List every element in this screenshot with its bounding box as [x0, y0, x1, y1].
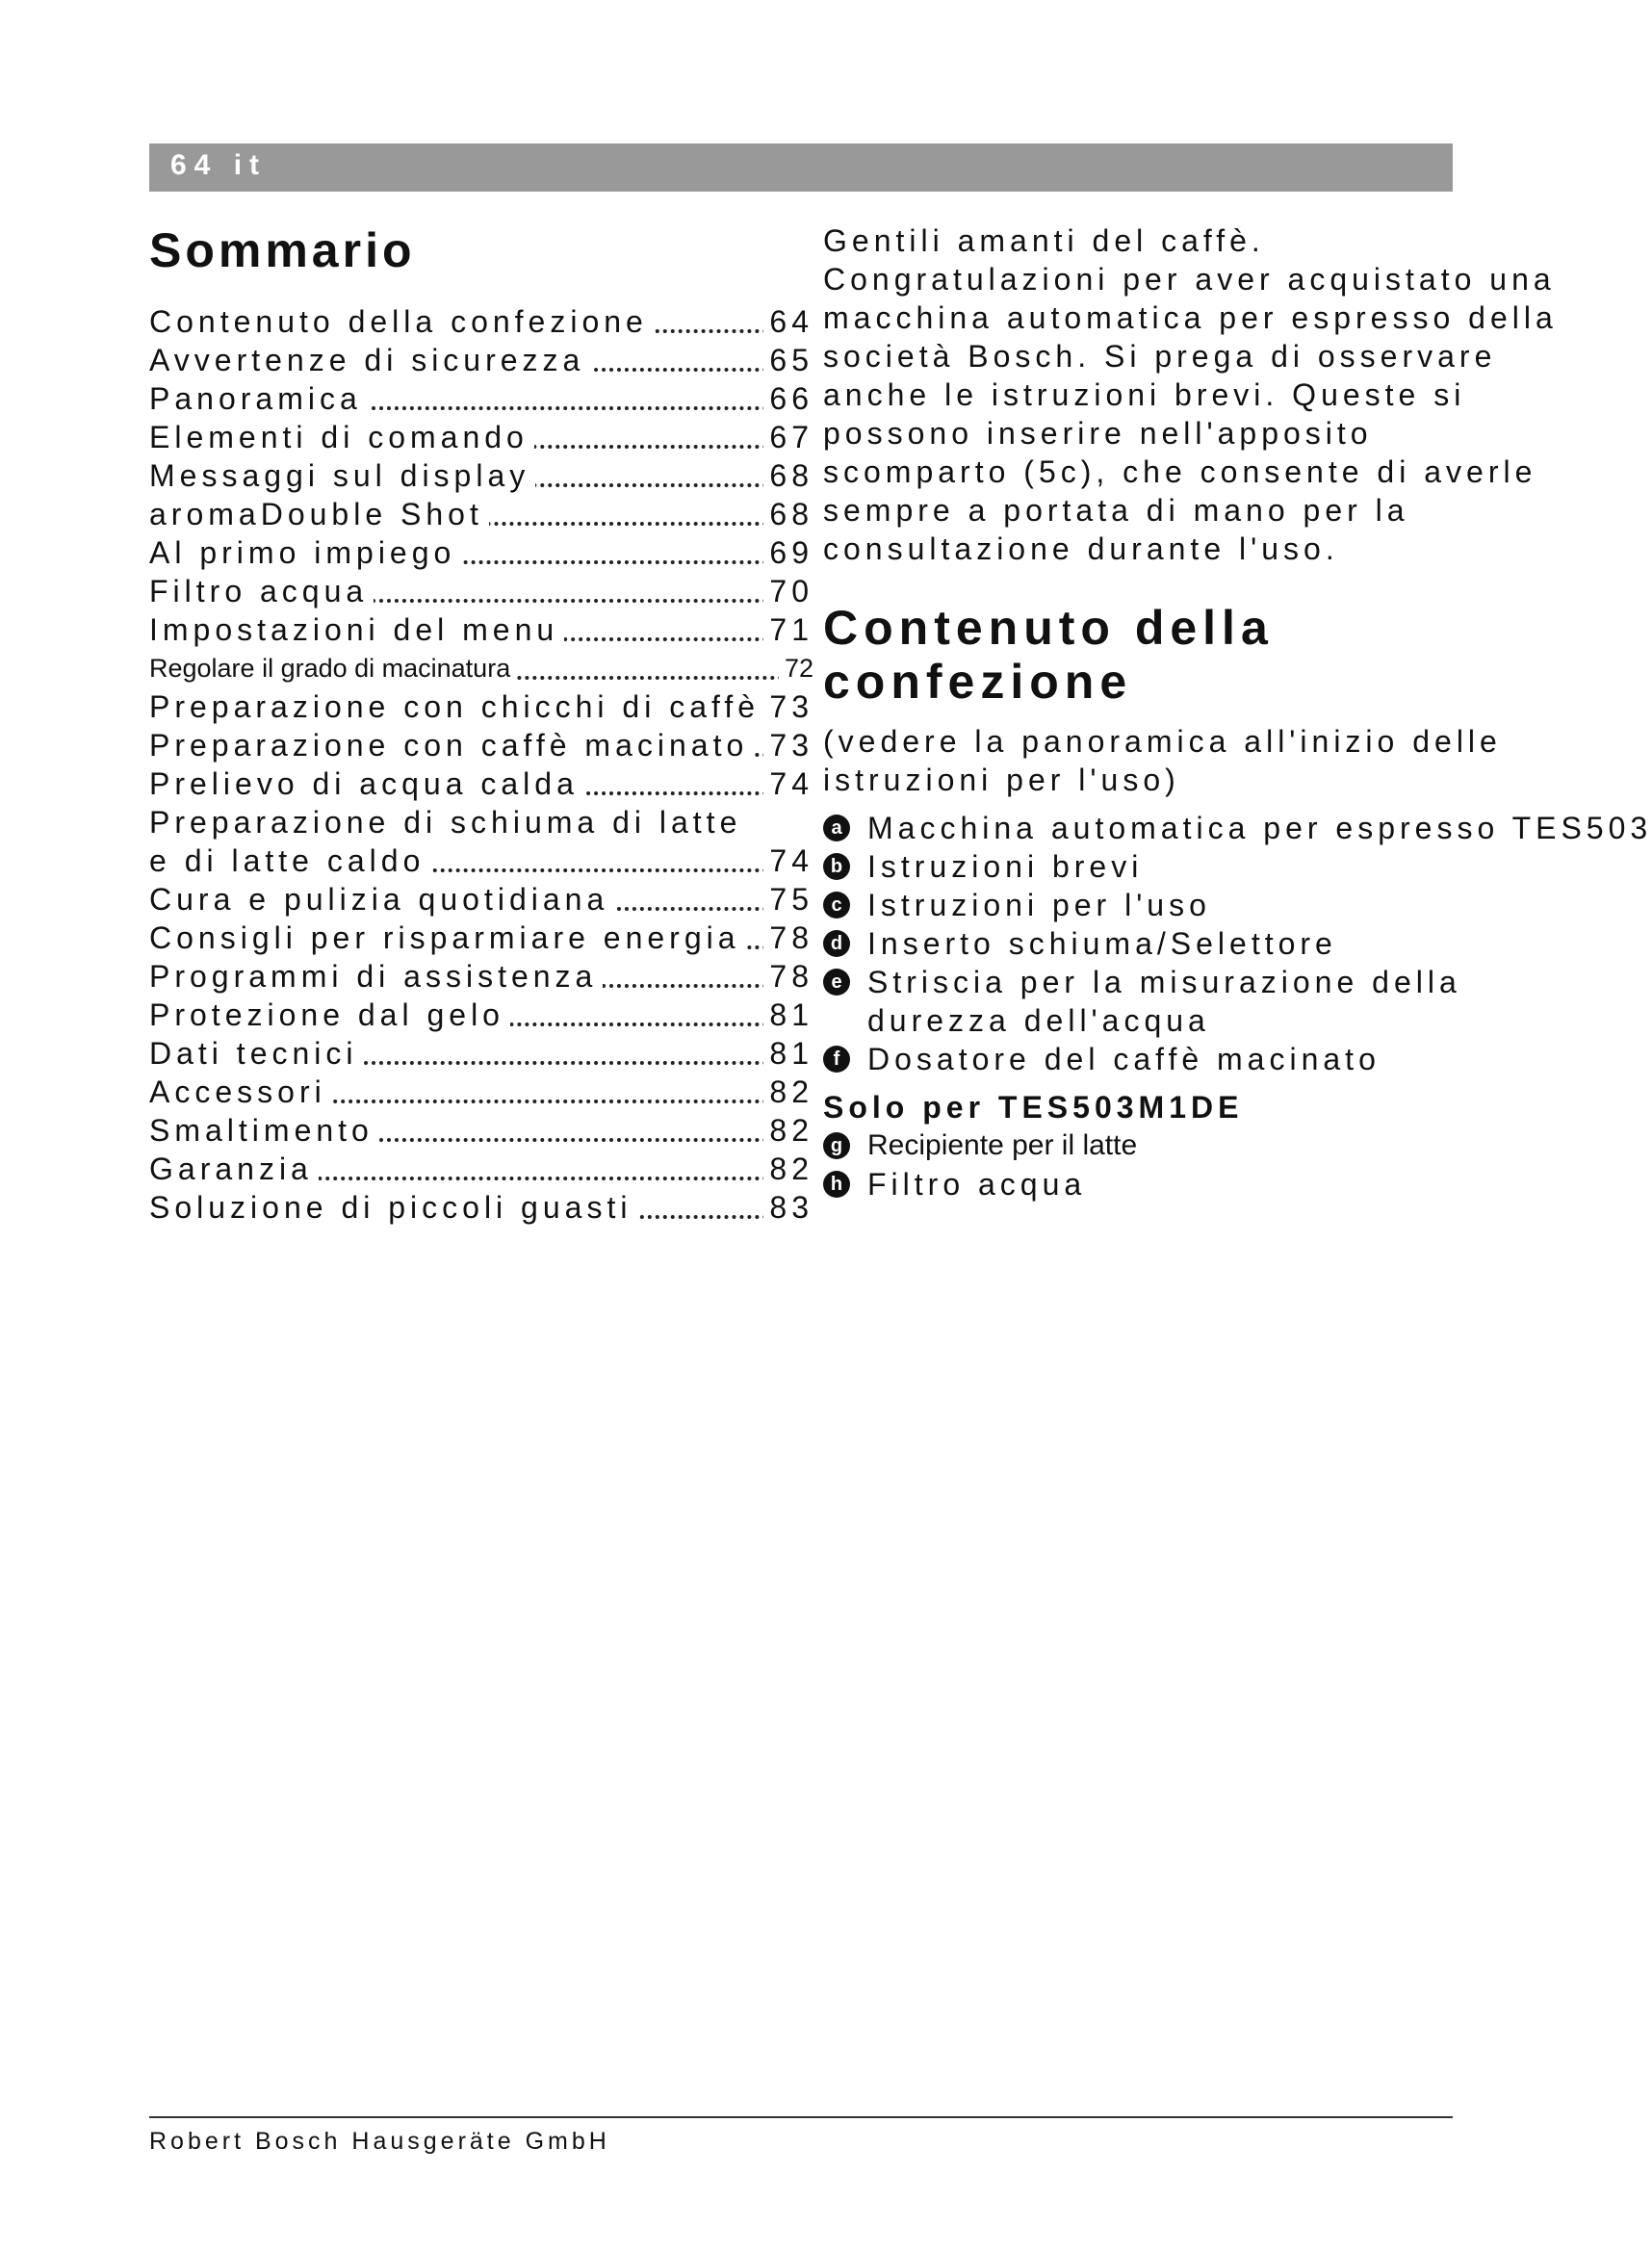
toc-entry[interactable]: e di latte caldo 74 — [149, 843, 813, 878]
header-bar — [149, 143, 1453, 192]
toc-entry[interactable]: Smaltimento 82 — [149, 1113, 813, 1148]
model-note: Solo per TES503M1DE — [823, 1090, 1244, 1125]
content-column — [823, 221, 1652, 1204]
list-item: f Dosatore del caffè macinato — [823, 1040, 1564, 1078]
toc-entry[interactable]: Contenuto della confezione 64 — [149, 304, 813, 339]
list-item: b Istruzioni brevi — [823, 847, 1564, 886]
toc-entry[interactable]: Preparazione con chicchi di caffè 73 — [149, 689, 813, 724]
list-item: h Filtro acqua — [823, 1165, 1564, 1204]
section-subtitle: (vedere la panoramica all'inizio delle istruzioni per l'uso) — [823, 724, 1502, 797]
list-item: c Istruzioni per l'uso — [823, 886, 1564, 924]
list-item: a Macchina automatica per espresso TES503 — [823, 809, 1564, 847]
marker-b-icon: b — [823, 853, 850, 880]
toc-entry[interactable]: Consigli per risparmiare energia 78 — [149, 920, 813, 955]
toc-entry[interactable]: Cura e pulizia quotidiana 75 — [149, 882, 813, 917]
toc-entry[interactable]: Prelievo di acqua calda 74 — [149, 766, 813, 801]
marker-g-icon: g — [823, 1132, 850, 1159]
toc-entry[interactable]: Impostazioni del menu 71 — [149, 612, 813, 647]
toc-entry[interactable]: Regolare il grado di macinatura 72 — [149, 649, 813, 687]
toc-entry[interactable]: Protezione dal gelo 81 — [149, 997, 813, 1032]
toc-entry[interactable]: Soluzione di piccoli guasti 83 — [149, 1190, 813, 1225]
list-item: g Recipiente per il latte — [823, 1126, 1564, 1165]
intro-paragraph: Gentili amanti del caffè. Congratulazioni per aver acquistato una macchina automatica per espresso della società Bosch. Si prega di osservare anche le istruzioni brevi. Queste si possono inserire nell'apposito scomparto (5c), che consente di averle sempre a portata di mano per la consultazione durante l'uso. — [823, 223, 1558, 566]
toc-entry[interactable]: Accessori 82 — [149, 1074, 813, 1109]
toc-title: Sommario — [149, 223, 416, 277]
page-number-language: 64 it — [170, 149, 268, 181]
toc-entry[interactable]: Avvertenze di sicurezza 65 — [149, 343, 813, 377]
toc-entry[interactable]: Garanzia 82 — [149, 1152, 813, 1186]
toc-entry[interactable]: Filtro acqua 70 — [149, 574, 813, 608]
toc-entry[interactable]: Programmi di assistenza 78 — [149, 959, 813, 994]
table-of-contents — [149, 221, 813, 1227]
marker-h-icon: h — [823, 1171, 850, 1198]
section-title: Contenuto della confezione — [823, 601, 1274, 709]
toc-entry[interactable]: Messaggi sul display 68 — [149, 458, 813, 493]
toc-entry[interactable]: aromaDouble Shot 68 — [149, 497, 813, 531]
marker-a-icon: a — [823, 815, 850, 841]
marker-d-icon: d — [823, 930, 850, 957]
footer-company: Robert Bosch Hausgeräte GmbH — [149, 2128, 610, 2155]
toc-entry[interactable]: Preparazione di schiuma di latte — [149, 803, 813, 841]
marker-c-icon: c — [823, 892, 850, 919]
toc-entry[interactable]: Panoramica 66 — [149, 381, 813, 416]
toc-entry[interactable]: Al primo impiego 69 — [149, 535, 813, 570]
toc-entry[interactable]: Elementi di comando 67 — [149, 420, 813, 454]
marker-f-icon: f — [823, 1046, 850, 1073]
toc-list — [149, 302, 813, 1227]
toc-entry[interactable]: Dati tecnici 81 — [149, 1036, 813, 1071]
toc-entry[interactable]: Preparazione con caffè macinato 73 — [149, 728, 813, 763]
list-item: e Striscia per la misurazione della durezza dell'acqua — [823, 963, 1564, 1040]
list-item: d Inserto schiuma/Selettore — [823, 924, 1564, 963]
footer-divider — [149, 2116, 1453, 2118]
contents-list — [823, 809, 1652, 1078]
marker-e-icon: e — [823, 969, 850, 996]
